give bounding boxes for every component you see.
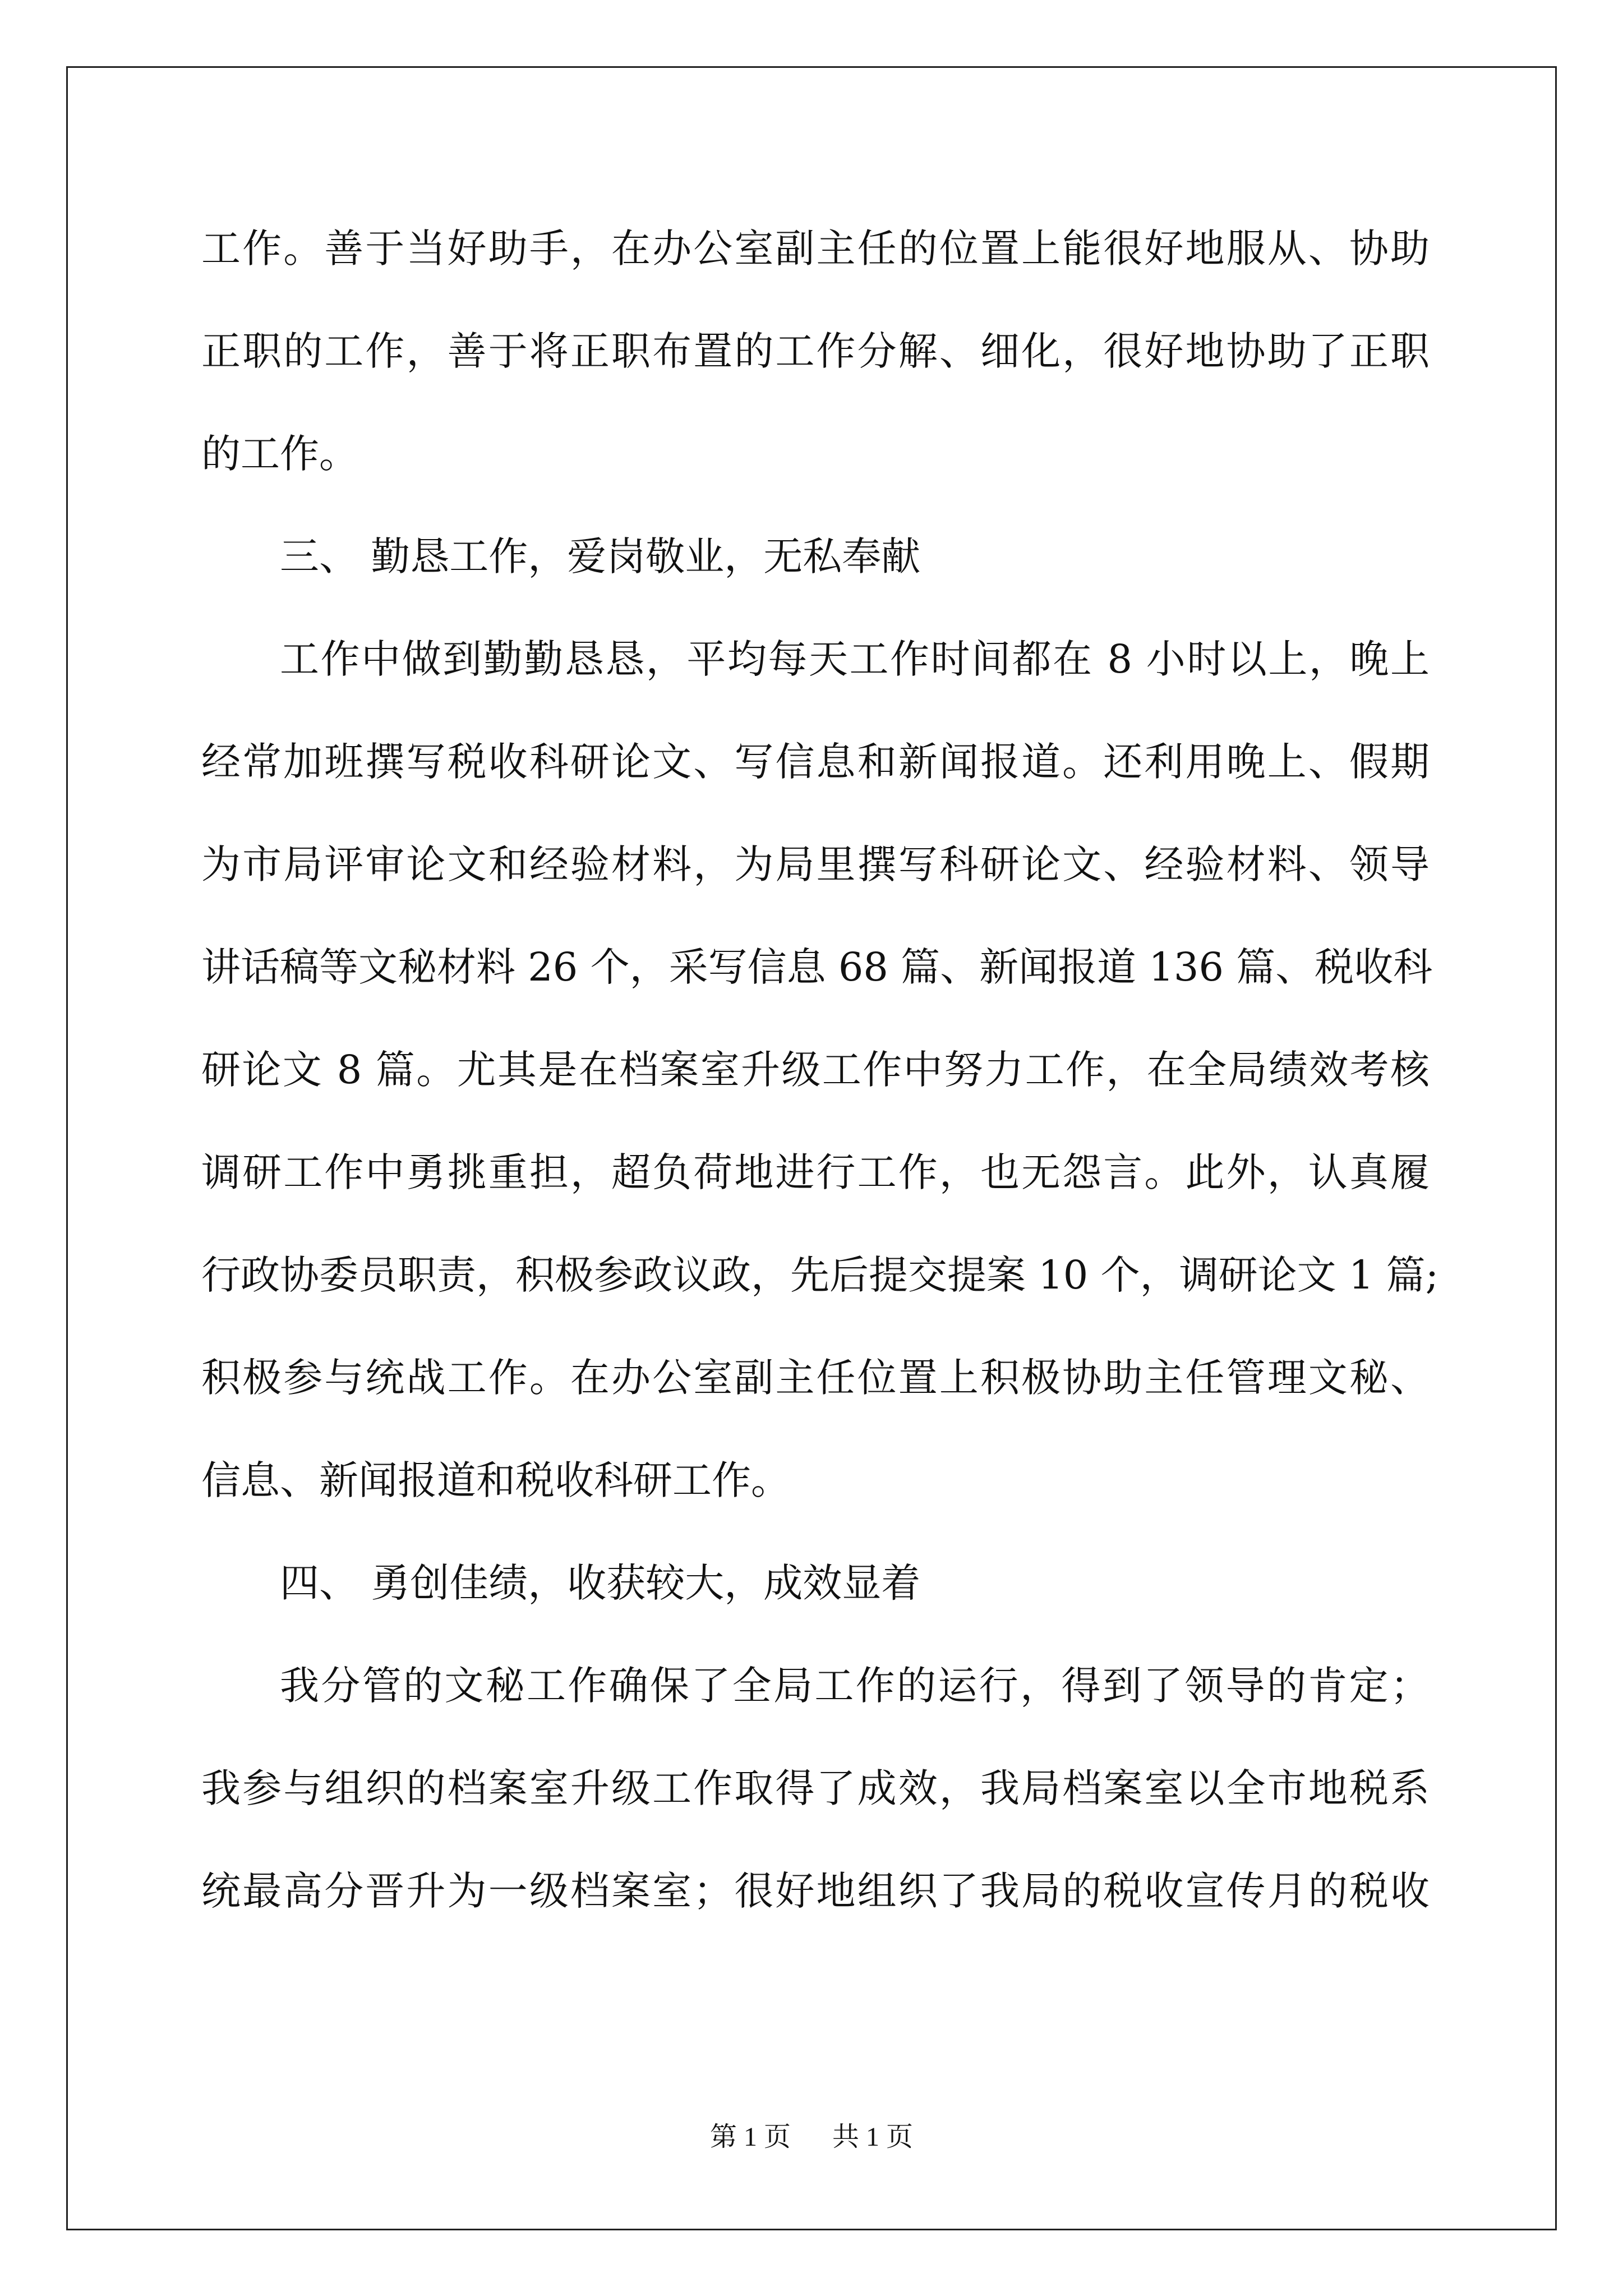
section-heading-3: 三、 勤恳工作，爱岗敬业，无私奉献 (280, 533, 921, 579)
body-line: 正职的工作，善于将正职布置的工作分解、细化，很好地协助了正职 (201, 328, 1430, 374)
page-number: 第 1 页 (709, 2122, 791, 2152)
paragraph-first-line: 工作中做到勤勤恳恳，平均每天工作时间都在 8 小时以上，晚上 (280, 636, 1430, 682)
body-line: 的工作。 (201, 431, 358, 477)
page-total: 共 1 页 (832, 2122, 914, 2152)
document-body (201, 197, 1439, 1943)
body-line: 积极参与统战工作。在办公室副主任位置上积极协助主任管理文秘、 (201, 1355, 1430, 1401)
body-line: 研论文 8 篇。尤其是在档案室升级工作中努力工作，在全局绩效考核 (201, 1047, 1430, 1093)
body-line: 我参与组织的档案室升级工作取得了成效，我局档案室以全市地税系 (201, 1765, 1430, 1811)
body-line: 工作。善于当好助手，在办公室副主任的位置上能很好地服从、协助 (201, 226, 1430, 272)
body-line: 为市局评审论文和经验材料，为局里撰写科研论文、经验材料、领导 (201, 841, 1430, 887)
section-heading-4: 四、 勇创佳绩，收获较大，成效显着 (280, 1560, 921, 1606)
paragraph-first-line: 我分管的文秘工作确保了全局工作的运行，得到了领导的肯定； (280, 1663, 1430, 1709)
body-line: 经常加班撰写税收科研论文、写信息和新闻报道。还利用晚上、假期 (201, 739, 1430, 785)
body-line: 统最高分晋升为一级档案室；很好地组织了我局的税收宣传月的税收 (201, 1868, 1430, 1914)
body-line: 讲话稿等文秘材料 26 个，采写信息 68 篇、新闻报道 136 篇、税收科 (201, 944, 1433, 990)
page-footer (0, 2115, 1623, 2154)
body-line: 行政协委员职责，积极参政议政，先后提交提案 10 个，调研论文 1 篇; (201, 1252, 1439, 1298)
body-line: 信息、新闻报道和税收科研工作。 (201, 1457, 790, 1503)
body-line: 调研工作中勇挑重担，超负荷地进行工作，也无怨言。此外，认真履 (201, 1149, 1430, 1195)
